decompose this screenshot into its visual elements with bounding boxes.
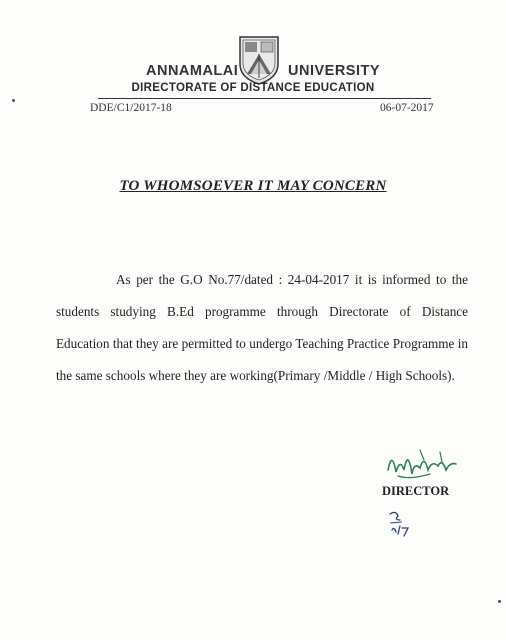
letter-title: TO WHOMSOEVER IT MAY CONCERN bbox=[119, 178, 387, 194]
body-text: As per the G.O No.77/dated : 24-04-2017 it is informed to the students studying B.Ed programme through Directorate of Distance Education that they are permitted to undergo Teaching Practice Programme in the same schools where they are working(Primary /Middle / High Schools). bbox=[56, 272, 468, 383]
university-crest-icon bbox=[237, 34, 281, 86]
letter-body bbox=[56, 264, 468, 392]
scan-speck bbox=[498, 600, 501, 603]
university-name-left: ANNAMALAI bbox=[146, 63, 239, 79]
scan-speck bbox=[12, 99, 15, 102]
header-divider bbox=[98, 98, 431, 99]
handwritten-initials bbox=[386, 508, 416, 538]
signatory-designation: DIRECTOR bbox=[382, 484, 450, 498]
letter-date: 06-07-2017 bbox=[380, 102, 434, 114]
handwritten-signature bbox=[380, 440, 460, 490]
reference-number: DDE/C1/2017-18 bbox=[90, 102, 172, 114]
directorate-heading: DIRECTORATE OF DISTANCE EDUCATION bbox=[131, 82, 375, 94]
university-name-right: UNIVERSITY bbox=[288, 63, 381, 79]
